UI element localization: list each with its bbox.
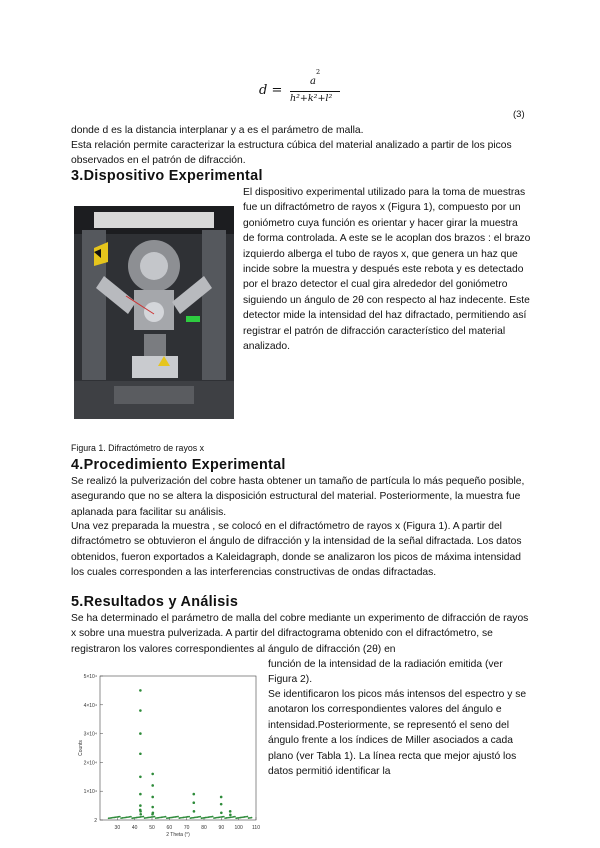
baseline-point [119, 816, 121, 818]
data-point [192, 793, 195, 796]
baseline-point [251, 817, 253, 819]
y-tick-label: 4×10⁴ [83, 702, 97, 709]
data-point [193, 810, 196, 813]
data-point [229, 810, 232, 813]
baseline-point [130, 816, 132, 818]
data-point [139, 689, 142, 692]
data-point [151, 773, 154, 776]
diffractometer-photo [74, 206, 234, 419]
equation-lhs: d = [259, 83, 283, 98]
paragraph-preparacion: Una vez preparada la muestra , se colocó en el difractómetro de rayos x (Figura 1). A partir del difractómetro se obtuvieron el ángulo de difracción y la intensidad de la señal difractada. Los datos obtenidos, fueron exportados a Kaleidagraph, donde se analizaron los picos de máxima intensidad los cuales corresponden a las interferencias constructivas de ondas difractadas. [71, 521, 522, 579]
data-point [151, 806, 154, 809]
data-point [139, 813, 142, 816]
data-point [139, 709, 142, 712]
data-point [139, 732, 142, 735]
data-point [139, 776, 142, 779]
equation-numerator-exponent: 2 [316, 68, 321, 76]
equation-numerator: a [310, 76, 316, 87]
x-tick-label: 50 [149, 825, 155, 831]
x-tick-label: 110 [252, 825, 260, 831]
data-point [139, 752, 142, 755]
y-tick-label: 1×10⁴ [83, 789, 97, 796]
paragraph-funcion: función de la intensidad de la radiación emitida (ver Figura 2). [268, 659, 503, 686]
plot-frame [100, 676, 256, 820]
paragraph-picos: Se identificaron los picos más intensos del espectro y se anotaron los correspondientes valores del ángulo e intensidad.Posteriormente, se representó el seno del ángulo frente a los índices de Miller asociados a cada plano (ver Tabla 1). La línea recta que mejor ajustó los datos permitió identificar la [268, 689, 527, 778]
baseline-point [154, 816, 156, 818]
baseline-point [246, 816, 248, 818]
x-tick-label: 60 [166, 825, 173, 831]
diffractogram-chart [74, 668, 260, 838]
data-point [151, 796, 154, 799]
paragraph-dispositivo: El dispositivo experimental utilizado para la toma de muestras fue un difractómetro de rayos x (Figura 1), compuesto por un goniómetro cuya función es orientar y hacer girar la muestra de forma controlada. A este se le acoplan dos brazos : el brazo izquierdo alberga el tubo de rayos x, que genera un haz que incide sobre la muestra y después este rebota y es detectado por el brazo detector el cual gira alrededor del goniómetro siguiendo un ángulo de 2θ con respecto al haz indecente. Este detector mide la intensidad del haz difractado, permitiendo así registrar el patrón de difracción característico del material analizado. [243, 187, 531, 353]
y-tick-label: 3×10⁴ [83, 731, 97, 738]
heading-dispositivo: 3.Dispositivo Experimental [71, 168, 263, 184]
y-axis-label: Counts [78, 740, 84, 756]
data-point [139, 804, 142, 807]
x-tick-label: 90 [218, 825, 225, 831]
diffractometer-illustration [74, 206, 234, 419]
data-point [151, 784, 154, 787]
paragraph-resultados: Se ha determinado el parámetro de malla del cobre mediante un experimento de difracción de rayos x sobre una muestra pulverizada. A partir del difractograma obtenido con el difractómetro, se registraron los valores correspondientes al ángulo de difracción (2θ) en [71, 613, 529, 655]
baseline-point [199, 816, 201, 818]
x-axis-label: 2 Theta (°) [166, 832, 190, 838]
x-tick-label: 100 [234, 825, 243, 831]
heading-procedimiento: 4.Procedimiento Experimental [71, 457, 286, 473]
baseline-point [188, 816, 190, 818]
data-point [139, 809, 142, 812]
equation-number: (3) [513, 109, 525, 120]
data-point [151, 813, 154, 816]
x-tick-label: 80 [201, 825, 207, 831]
data-point [192, 801, 195, 804]
y-tick-label: 2 [94, 818, 97, 824]
baseline-point [212, 816, 214, 818]
baseline-point [177, 816, 179, 818]
x-tick-label: 30 [114, 825, 121, 831]
y-tick-label: 2×10⁴ [83, 760, 97, 767]
equation-denominator: h²+k²+l² [290, 93, 333, 104]
equation-3 [256, 66, 356, 110]
diffractogram-figure [74, 668, 260, 838]
paragraph-pulverizacion: Se realizó la pulverización del cobre hasta obtener un tamaño de partícula lo más pequeño posible, asegurando que no se altera la disposición estructural del material. Posteriormente, la muestra fue aplanada para facilitar su análisis. [71, 476, 525, 518]
baseline-point [223, 816, 225, 818]
baseline-point [142, 816, 144, 818]
fraction-bar [290, 91, 340, 92]
x-tick-label: 40 [131, 825, 138, 831]
y-tick-label: 5×10⁴ [83, 674, 97, 680]
data-point [220, 812, 223, 815]
heading-resultados: 5.Resultados y Análisis [71, 594, 239, 610]
figure-1-caption: Figura 1. Difractómetro de rayos x [71, 443, 204, 453]
data-point [220, 796, 223, 799]
baseline-point [165, 816, 167, 818]
x-tick-label: 70 [183, 825, 190, 831]
paragraph-cubic-structure: Esta relación permite caracterizar la estructura cúbica del material analizado a partir de los picos observados en el patrón de difracción. [71, 140, 512, 167]
data-point [139, 793, 142, 796]
baseline-point [234, 816, 236, 818]
data-point [229, 814, 232, 817]
data-point [220, 803, 223, 806]
paragraph-interplanar: donde d es la distancia interplanar y a es el parámetro de malla. [71, 125, 364, 136]
